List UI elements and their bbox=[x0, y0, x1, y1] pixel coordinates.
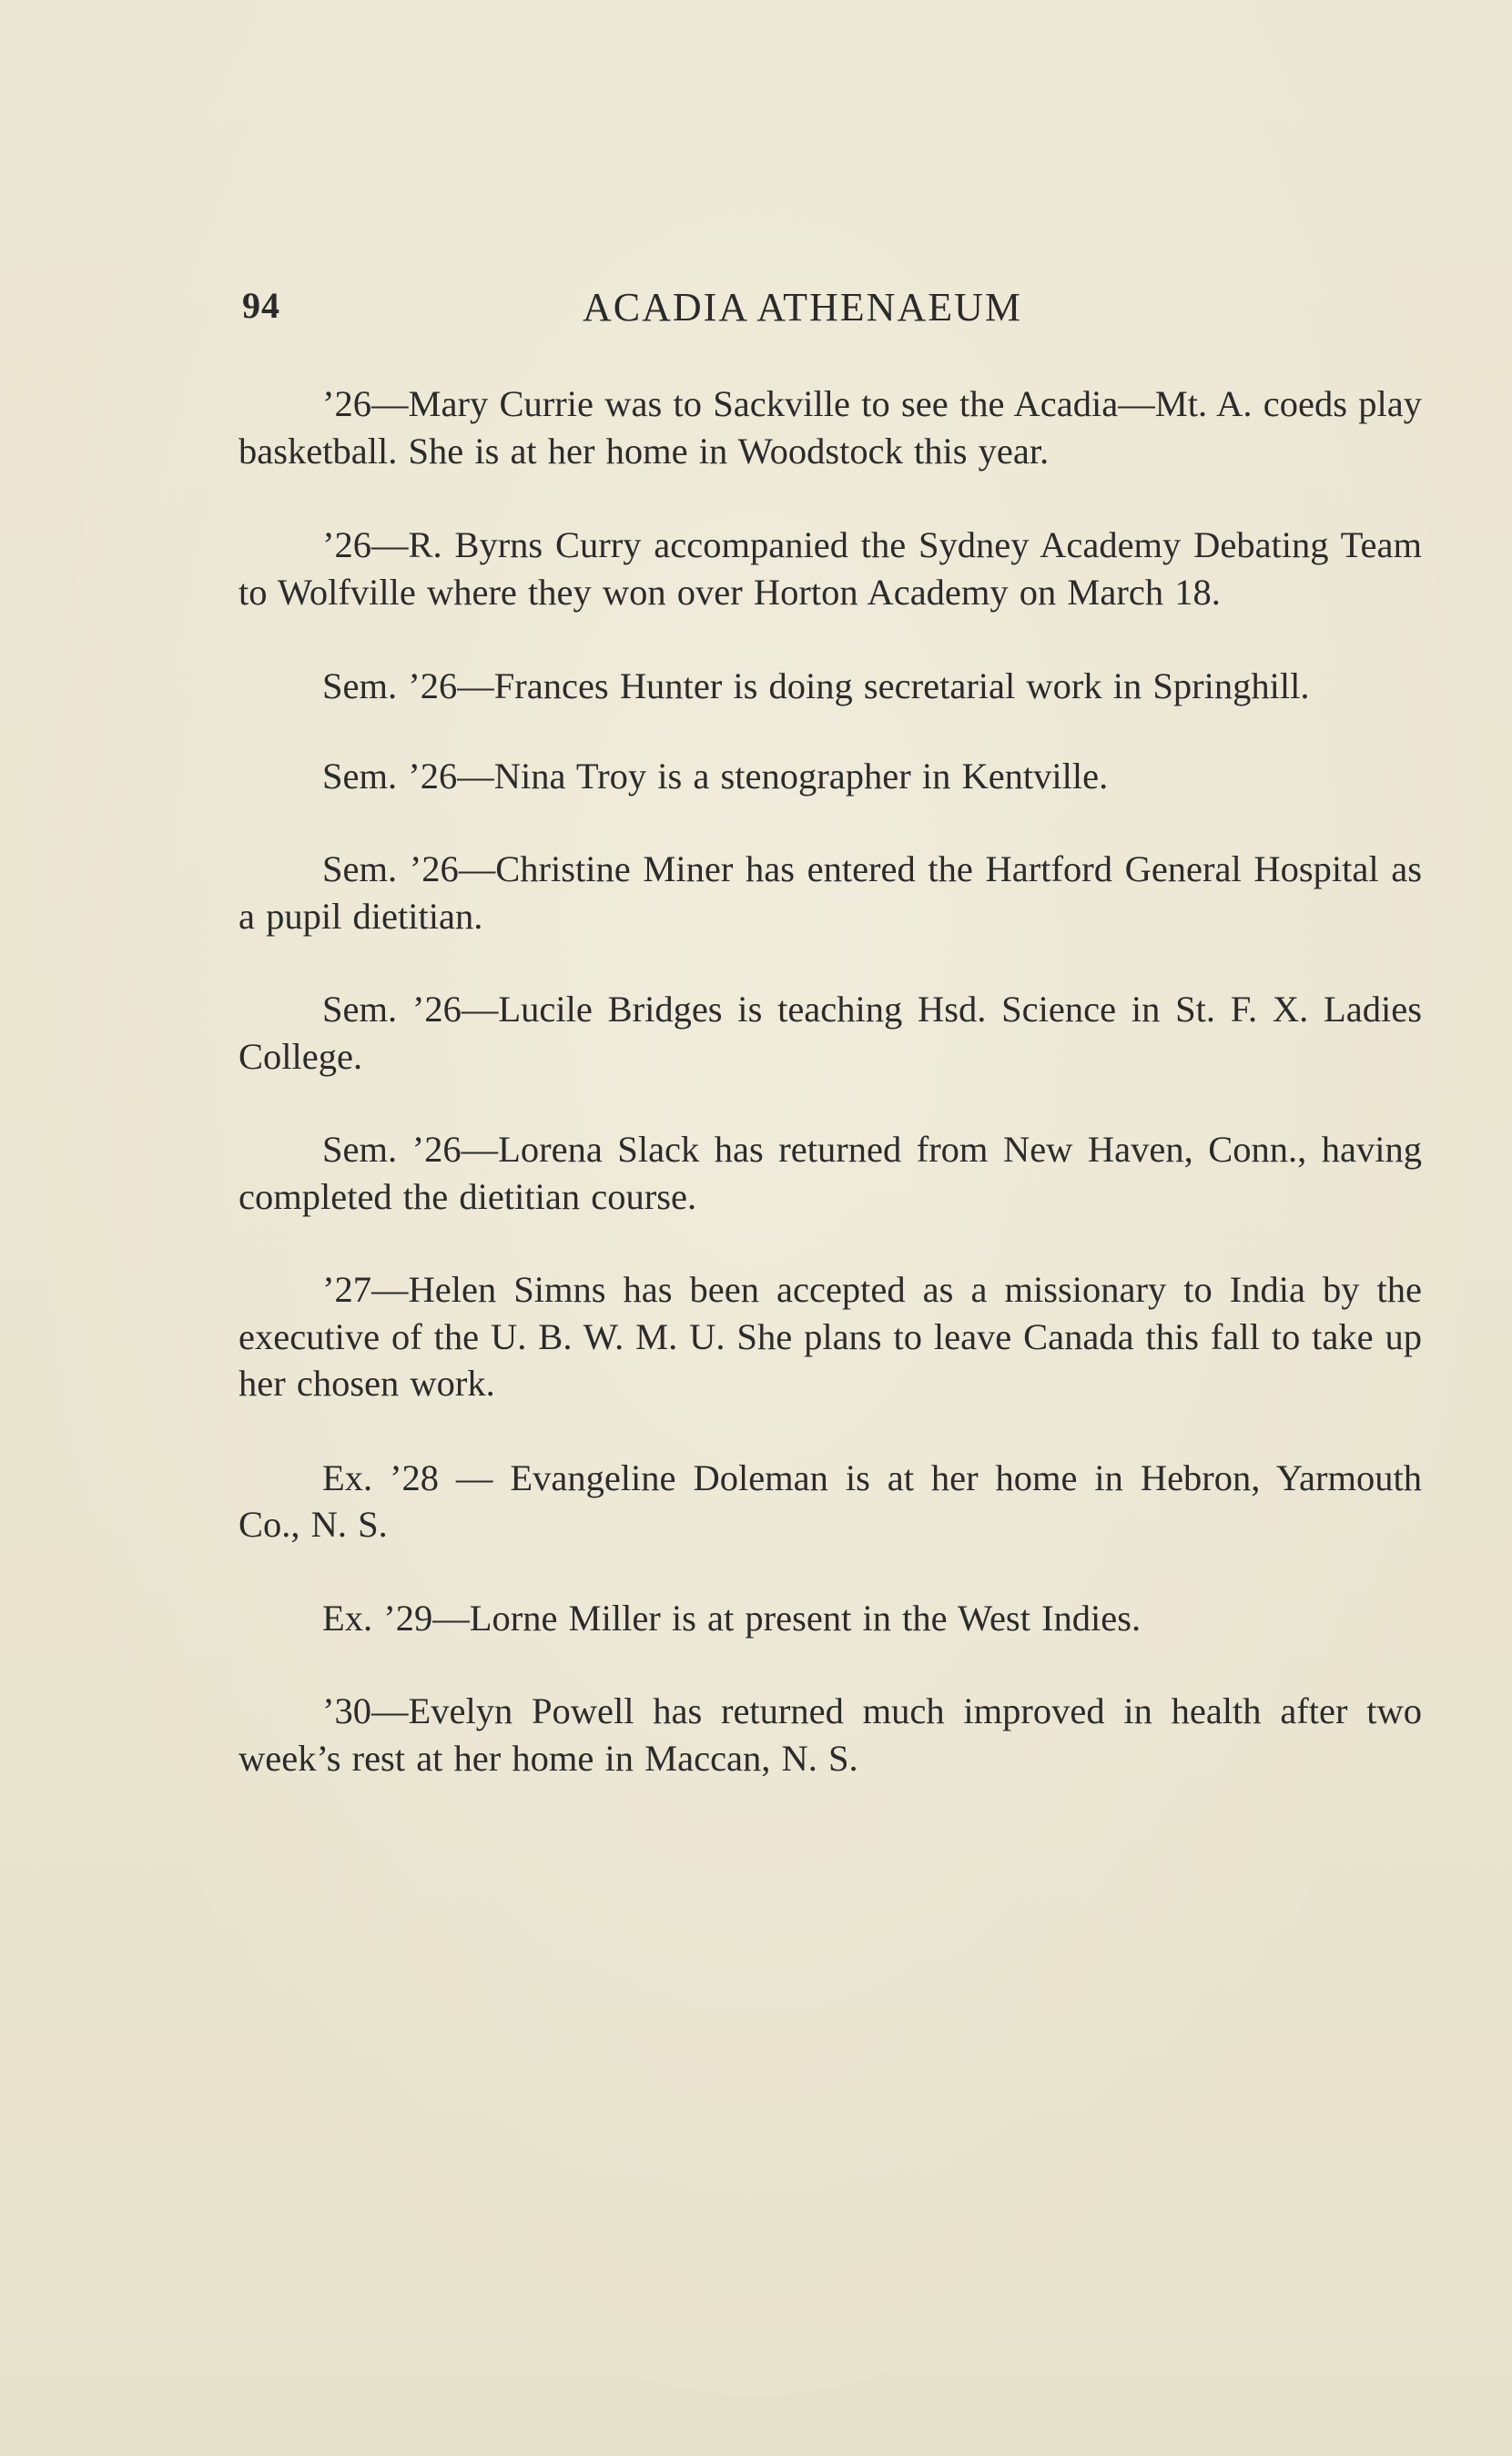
alumni-note: Sem. ’26—Christine Miner has entered the Hartford General Hospital as a pupil dietitian. bbox=[238, 848, 1422, 937]
alumni-note: Ex. ’28 — Evangeline Doleman is at her home in Hebron, Yarmouth Co., N. S. bbox=[238, 1456, 1422, 1545]
page-body bbox=[238, 381, 1422, 1781]
alumni-note: ’27—Helen Simns has been accepted as a missionary to India by the executive of the U. B. W. M. U. She plans to leave Canada this fall to take up her chosen work. bbox=[238, 1269, 1422, 1404]
alumni-note: Ex. ’29—Lorne Miller is at present in the West Indies. bbox=[322, 1597, 1142, 1639]
alumni-note: Sem. ’26—Nina Troy is a stenographer in Kentville. bbox=[322, 755, 1109, 797]
alumni-note: Sem. ’26—Lucile Bridges is teaching Hsd. Science in St. F. X. Ladies College. bbox=[238, 989, 1422, 1077]
alumni-note: Sem. ’26—Frances Hunter is doing secretarial work in Springhill. bbox=[322, 665, 1310, 706]
alumni-note: ’30—Evelyn Powell has returned much improved in health after two week’s rest at her home in Maccan, N. S. bbox=[238, 1690, 1422, 1779]
alumni-note: Sem. ’26—Lorena Slack has returned from New Haven, Conn., having completed the dietitian course. bbox=[238, 1129, 1422, 1217]
alumni-note: ’26—Mary Currie was to Sackville to see the Acadia—Mt. A. coeds play basketball. She is at her home in Woodstock this year. bbox=[238, 383, 1422, 472]
running-title: ACADIA ATHENAEUM bbox=[583, 285, 1022, 330]
page-number: 94 bbox=[242, 285, 280, 326]
alumni-note: ’26—R. Byrns Curry accompanied the Sydney Academy Debating Team to Wolfville where they won over Horton Academy on March 18. bbox=[238, 524, 1422, 613]
page-header bbox=[242, 284, 1426, 339]
